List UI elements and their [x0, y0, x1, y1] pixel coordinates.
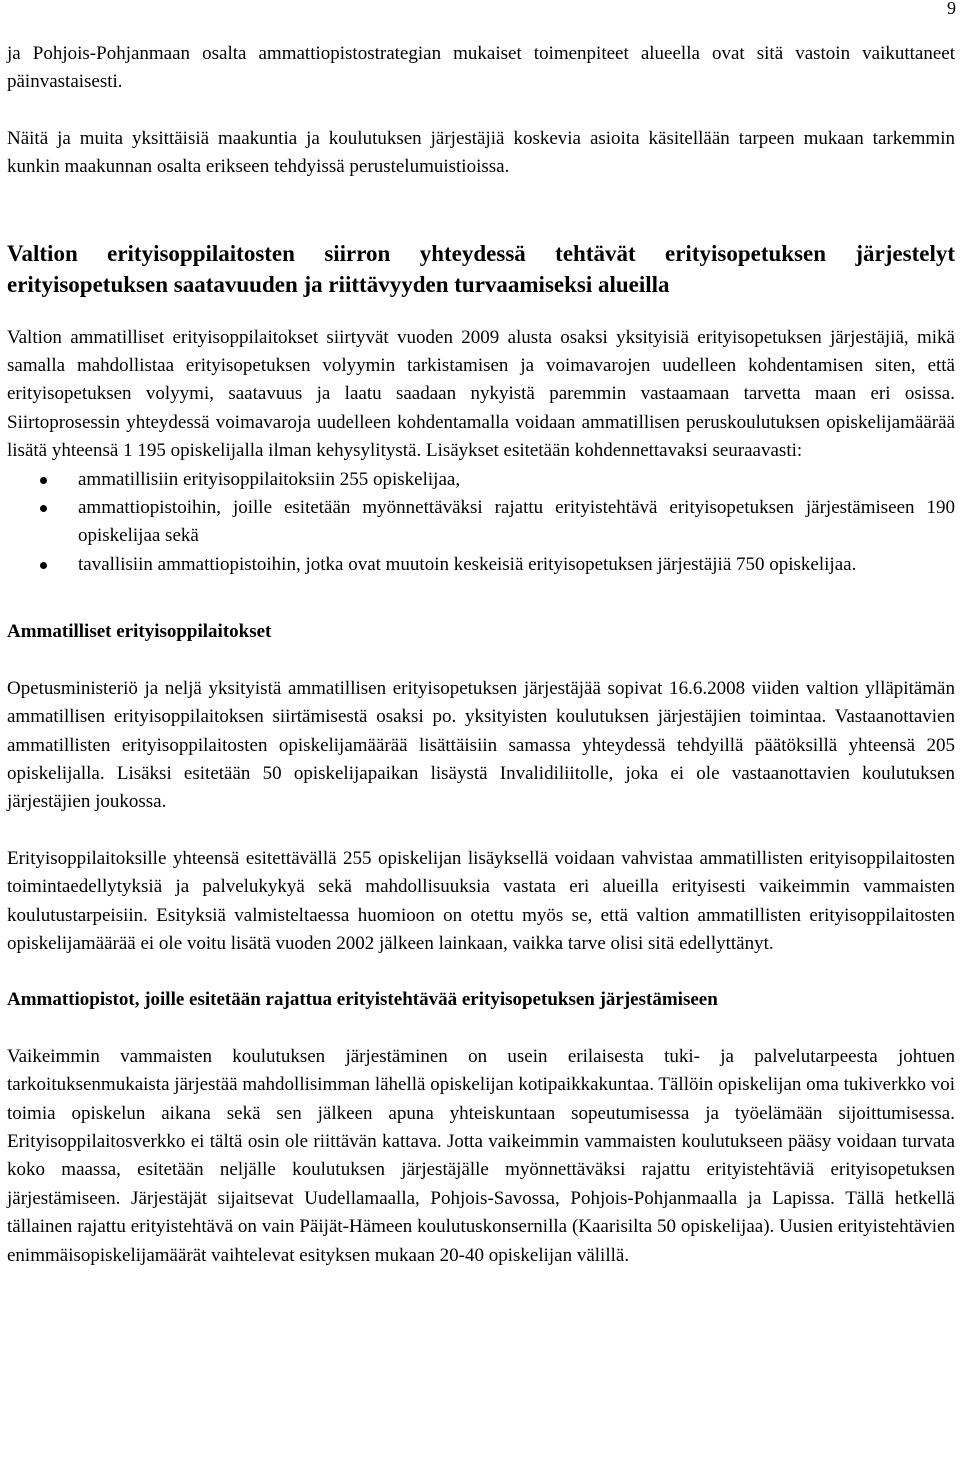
list-item: [7, 466, 955, 494]
list-item-text: tavallisiin ammattiopistoihin, jotka ovat muutoin keskeisiä erityisopetuksen järjestäjiä 750 opiskelijaa.: [78, 553, 857, 575]
bullet-icon: [40, 562, 47, 569]
section-heading-schools: Ammatilliset erityisoppilaitokset: [7, 621, 272, 643]
bullet-icon: [40, 505, 47, 512]
colleges-paragraph-1: Vaikeimmin vammaisten koulutuksen järjestäminen on usein erilaisesta tuki- ja palvelutarpeesta johtuen tarkoituksenmukaista järjestää mahdollisimman lähellä opiskelijan kotipaikkakuntaa. Tällöin opiskelijan oma tukiverkko voi toimia opiskelun aikana sekä sen jälkeen apuna yhteiskuntaan sopeutumisessa ja työelämään sijoittumisessa. Erityisoppilaitosverkko ei tältä osin ole riittävän kattava. Jotta vaikeimmin vammaisten koulutukseen pääsy voidaan turvata koko maassa, esitetään neljälle koulutuksen järjestäjälle myönnettäväksi rajattu erityistehtäviä erityisopetuksen järjestämiseen. Järjestäjät sijaitsevat Uudellamaalla, Pohjois-Savossa, Pohjois-Pohjanmaalla ja Lapissa. Tällä hetkellä tällainen rajattu erityistehtävä on vain Päijät-Hämeen koulutuskonsernilla (Kaarisilta 50 opiskelijaa). Uusien erityistehtävien enimmäisopiskelijamäärät vaihtelevat esityksen mukaan 20-40 opiskelijan välillä.: [7, 1045, 955, 1266]
list-item: [7, 551, 955, 579]
page-content: [7, 40, 955, 1270]
intro-paragraph-1: ja Pohjois-Pohjanmaan osalta ammattiopistostrategian mukaiset toimenpiteet alueella ovat sitä vastoin vaikuttaneet päinvastaisesti.: [7, 43, 955, 93]
bullet-list: [7, 466, 955, 580]
section-heading-main: Valtion erityisoppilaitosten siirron yhteydessä tehtävät erityisopetuksen järjestelyt erityisopetuksen saatavuuden ja riittävyyden turvaamiseksi alueilla: [7, 240, 955, 297]
schools-paragraph-1: Opetusministeriö ja neljä yksityistä ammatillisen erityisopetuksen järjestäjää sopivat 16.6.2008 viiden valtion ylläpitämän ammatillisen erityisoppilaitoksen siirtämisestä osaksi po. yksityisten koulutuksen järjestäjien toimintaa. Vastaanottavien ammatillisten erityisoppilaitosten opiskelijamäärää lisättäisiin samassa yhteydessä tehdyillä päätöksillä yhteensä 205 opiskelijalla. Lisäksi esitetään 50 opiskelijapaikan lisäystä Invalidiliitolle, joka ei ole vastaanottavien koulutuksen järjestäjien joukossa.: [7, 677, 955, 813]
bullet-icon: [40, 477, 47, 484]
section-heading-colleges: Ammattiopistot, joille esitetään rajattua erityistehtävää erityisopetuksen järjestämiseen: [7, 989, 718, 1011]
list-item: [7, 494, 955, 551]
list-item-text: ammattiopistoihin, joille esitetään myönnettäväksi rajattu erityistehtävä erityisopetuksen järjestämiseen 190 opiskelijaa sekä: [78, 497, 955, 547]
intro-paragraph-2: Näitä ja muita yksittäisiä maakuntia ja koulutuksen järjestäjiä koskevia asioita käsitellään tarpeen mukaan tarkemmin kunkin maakunnan osalta erikseen tehdyissä perustelumuistioissa.: [7, 127, 955, 178]
section-main-paragraph: Valtion ammatilliset erityisoppilaitokset siirtyvät vuoden 2009 alusta osaksi yksityisiä erityisopetuksen järjestäjiä, mikä samalla mahdollistaa erityisopetuksen volyymin tarkistamisen ja voimavarojen uudelleen kohdentamisen siten, että erityisopetuksen volyymi, saatavuus ja laatu saadaan nykyistä paremmin vastaamaan tarvetta maan eri osissa. Siirtoprosessin yhteydessä voimavaroja uudelleen kohdentamalla voidaan ammatillisen peruskoulutuksen opiskelijamäärää lisätä yhteensä 1 195 opiskelijalla ilman kehysylitystä. Lisäykset esitetään kohdennettavaksi seuraavasti:: [7, 326, 955, 462]
list-item-text: ammatillisiin erityisoppilaitoksiin 255 opiskelijaa,: [78, 468, 461, 490]
page-number: 9: [947, 0, 956, 18]
schools-paragraph-2: Erityisoppilaitoksille yhteensä esitettävällä 255 opiskelijan lisäyksellä voidaan vahvistaa ammatillisten erityisoppilaitosten toimintaedellytyksiä ja palvelukykyä sekä mahdollisuuksia vastata eri alueilla erityisesti vaikeimmin vammaisten koulutustarpeisiin. Esityksiä valmisteltaessa huomioon on otettu myös se, että valtion ammatillisten erityisoppilaitosten opiskelijamäärää ei ole voitu lisätä vuoden 2002 jälkeen lainkaan, vaikka tarve olisi sitä edellyttänyt.: [7, 847, 955, 954]
